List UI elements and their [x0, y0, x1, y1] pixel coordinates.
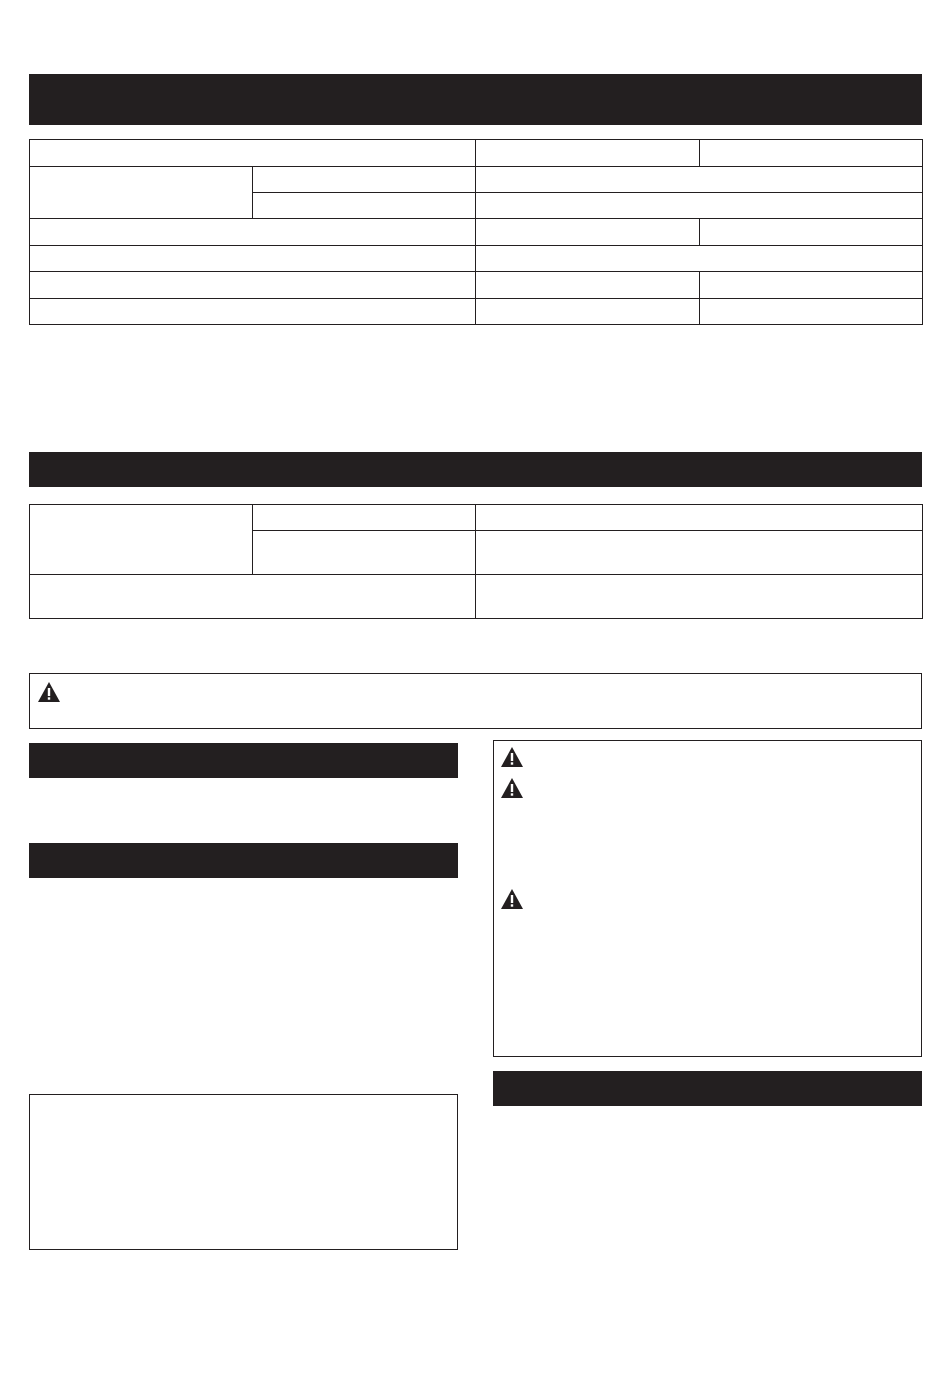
- warning-box-right: [493, 740, 922, 1057]
- notice-box-left: [29, 1094, 458, 1250]
- table-row: [30, 272, 923, 299]
- table-cell: [476, 575, 923, 619]
- table-cell: [253, 193, 476, 219]
- table-row: [30, 246, 923, 272]
- table-cell: [476, 140, 700, 167]
- table-cell: [30, 167, 253, 219]
- table-cell: [476, 299, 700, 325]
- section-header-bar-specifications: [29, 74, 922, 125]
- section-header-bar-left-2: [29, 843, 458, 878]
- warning-triangle-icon: [500, 746, 524, 768]
- section-header-bar-left-1: [29, 743, 458, 778]
- table-cell: [700, 272, 923, 299]
- table-row: [30, 167, 923, 193]
- warning-triangle-icon: [37, 681, 61, 703]
- warning-triangle-icon: [500, 888, 524, 910]
- table-cell: [30, 272, 476, 299]
- table-row: [30, 219, 923, 246]
- warning-triangle-icon: [500, 777, 524, 799]
- secondary-table: [29, 504, 923, 619]
- general-warning-box: [29, 673, 922, 729]
- section-header-bar-right: [493, 1071, 922, 1106]
- specifications-table: [29, 139, 923, 325]
- table-cell: [253, 505, 476, 531]
- table-cell: [30, 246, 476, 272]
- table-cell: [30, 219, 476, 246]
- table-cell: [700, 299, 923, 325]
- table-cell: [700, 140, 923, 167]
- table-cell: [476, 531, 923, 575]
- table-cell: [476, 219, 700, 246]
- table-row: [30, 575, 923, 619]
- table-cell: [30, 505, 253, 575]
- table-row: [30, 505, 923, 531]
- table-cell: [253, 531, 476, 575]
- table-cell: [476, 193, 923, 219]
- table-cell: [253, 167, 476, 193]
- table-cell: [30, 575, 476, 619]
- table-cell: [476, 246, 923, 272]
- table-cell: [476, 167, 923, 193]
- table-cell: [700, 219, 923, 246]
- table-cell: [30, 299, 476, 325]
- table-row: [30, 140, 923, 167]
- section-header-bar-secondary: [29, 452, 922, 487]
- table-cell: [30, 140, 476, 167]
- table-cell: [476, 505, 923, 531]
- table-row: [30, 299, 923, 325]
- table-cell: [476, 272, 700, 299]
